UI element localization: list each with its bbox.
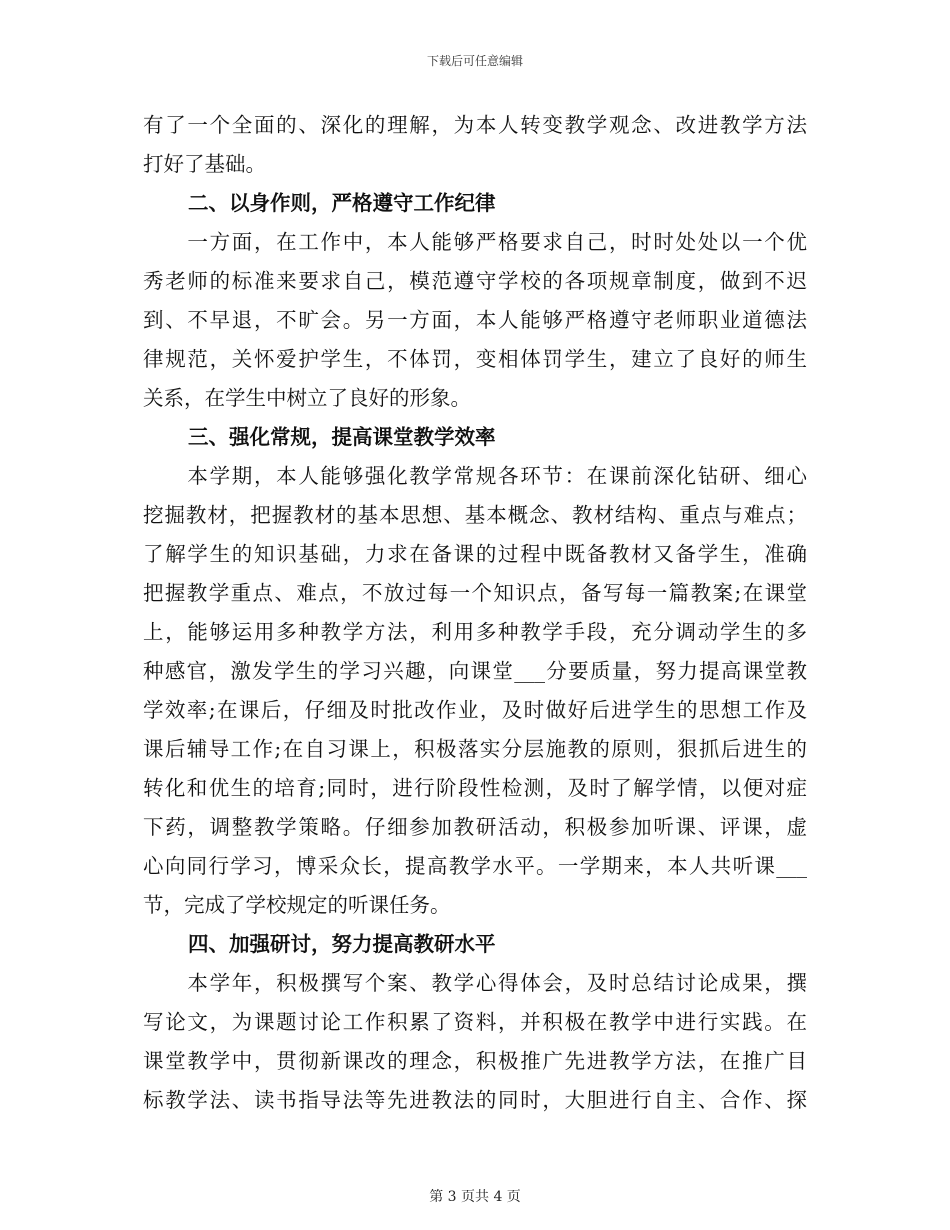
paragraph-line: 标教学法、读书指导法等先进教法的同时，大胆进行自主、合作、探 — [143, 1088, 807, 1112]
paragraph-line: 到、不早退，不旷会。另一方面，本人能够严格遵守老师职业道德法 — [143, 308, 807, 332]
paragraph-line: 一方面，在工作中，本人能够严格要求自己，时时处处以一个优 — [143, 230, 807, 254]
paragraph-line: 节，完成了学校规定的听课任务。 — [143, 893, 451, 917]
paragraph-line: 写论文，为课题讨论工作积累了资料，并积极在教学中进行实践。在 — [143, 1010, 807, 1034]
paragraph-line: 秀老师的标准来要求自己，模范遵守学校的各项规章制度，做到不迟 — [143, 269, 807, 293]
paragraph-line: 挖掘教材，把握教材的基本思想、基本概念、教材结构、重点与难点； — [143, 503, 807, 527]
paragraph-line: 把握教学重点、难点，不放过每一个知识点，备写每一篇教案;在课堂 — [143, 581, 807, 605]
section-heading-2: 二、以身作则，严格遵守工作纪律 — [188, 191, 496, 215]
page-header-note: 下载后可任意编辑 — [426, 54, 523, 68]
paragraph-line: 下药，调整教学策略。仔细参加教研活动，积极参加听课、评课，虚 — [143, 815, 807, 839]
paragraph-line: 课后辅导工作;在自习课上，积极落实分层施教的原则，狠抓后进生的 — [143, 737, 807, 761]
paragraph-line: 律规范，关怀爱护学生，不体罚，变相体罚学生，建立了良好的师生 — [143, 347, 807, 371]
paragraph-line: 本学年，积极撰写个案、教学心得体会，及时总结讨论成果，撰 — [143, 971, 807, 995]
paragraph-line: 关系，在学生中树立了良好的形象。 — [143, 386, 471, 410]
paragraph-line: 了解学生的知识基础，力求在备课的过程中既备教材又备学生，准确 — [143, 542, 807, 566]
paragraph-line: 本学期，本人能够强化教学常规各环节：在课前深化钻研、细心 — [143, 464, 807, 488]
section-heading-4: 四、加强研讨，努力提高教研水平 — [188, 932, 496, 956]
paragraph-line: 学效率;在课后，仔细及时批改作业，及时做好后进学生的思想工作及 — [143, 698, 807, 722]
paragraph-line: 心向同行学习，博采众长，提高教学水平。一学期来，本人共听课___ — [143, 854, 807, 878]
paragraph-line: 打好了基础。 — [143, 152, 266, 176]
paragraph-line: 有了一个全面的、深化的理解，为本人转变教学观念、改进教学方法 — [143, 113, 807, 137]
section-heading-3: 三、强化常规，提高课堂教学效率 — [188, 425, 496, 449]
paragraph-line: 上，能够运用多种教学方法，利用多种教学手段，充分调动学生的多 — [143, 620, 807, 644]
page-number-footer: 第 3 页共 4 页 — [429, 1189, 521, 1205]
paragraph-line: 转化和优生的培育;同时，进行阶段性检测，及时了解学情，以便对症 — [143, 776, 807, 800]
paragraph-line: 课堂教学中，贯彻新课改的理念，积极推广先进教学方法，在推广目 — [143, 1049, 807, 1073]
paragraph-line: 种感官，激发学生的学习兴趣，向课堂___分要质量，努力提高课堂教 — [143, 659, 807, 683]
